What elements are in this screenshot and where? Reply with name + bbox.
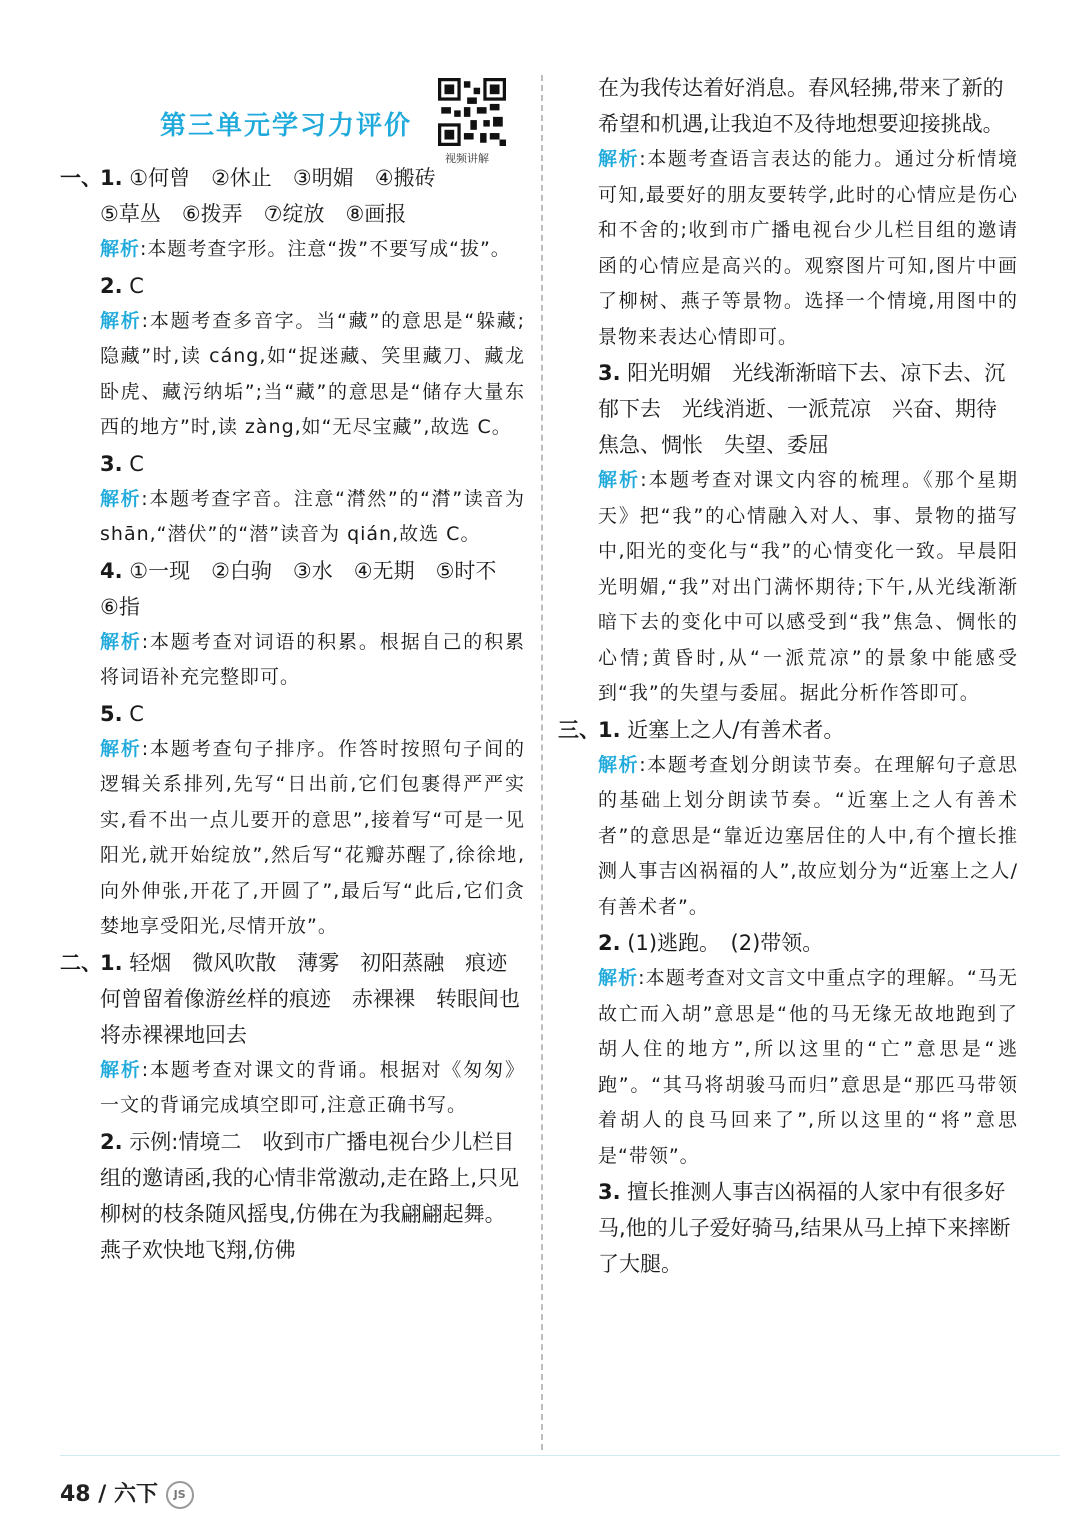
- page-footer: [60, 1477, 194, 1509]
- question-number: 2.: [598, 931, 621, 955]
- answer-text: C: [129, 701, 144, 726]
- question-number: 2.: [100, 273, 123, 298]
- analysis-tag: 解析: [100, 1058, 142, 1081]
- answer-q3: [100, 446, 525, 482]
- answer-text: 示例:情境二 收到市广播电视台少儿栏目组的邀请函,我的心情非常激动,走在路上,只见柳树的枝条随风摇曳,仿佛在为我翩翩起舞。燕子欢快地飞翔,仿佛: [100, 1129, 520, 1262]
- question-number: 1.: [100, 950, 123, 975]
- analysis-tag: 解析: [598, 967, 639, 989]
- answer-text: 近塞上之人/有善术者。: [627, 717, 845, 742]
- explanation-text: :本题考查语言表达的能力。通过分析情境可知,最要好的朋友要转学,此时的心情应是伤心和不舍的;收到市广播电视台少儿栏目组的邀请函的心情应是高兴的。观察图片可知,图片中画了柳树、燕子等景物。选择一个情境,用图中的景物来表达心情即可。: [598, 148, 1018, 348]
- analysis-tag: 解析: [100, 238, 141, 260]
- footer-rule: [60, 1455, 1060, 1456]
- answer-s2q1: [100, 945, 529, 1053]
- answer-text: 轻烟 微风吹散 薄雾 初阳蒸融 痕迹 何曾留着像游丝样的痕迹 赤裸裸 转眼间也将赤裸裸地回去: [100, 950, 529, 1047]
- answer-q2: [100, 268, 525, 304]
- question-number: 2.: [100, 1129, 123, 1154]
- js-badge-icon: JS: [166, 1481, 194, 1509]
- explanation-text: :本题考查字音。注意“潸然”的“潸”读音为 shān,“潜伏”的“潜”读音为 qián,故选 C。: [100, 487, 525, 545]
- section-two: [60, 945, 529, 1268]
- answer-s3q2: [598, 925, 1018, 961]
- answer-text: ①一现 ②白驹 ③水 ④无期 ⑤时不 ⑥指: [100, 558, 518, 619]
- qr-caption: 视频讲解: [445, 152, 489, 165]
- section-one: [60, 160, 525, 945]
- title-area: [100, 60, 525, 165]
- analysis-tag: 解析: [100, 487, 142, 510]
- explanation-s2q1: [100, 1053, 525, 1124]
- answer-s3q3: [598, 1174, 1018, 1282]
- answer-q1: [100, 160, 525, 196]
- section-mark: 一、: [60, 166, 102, 190]
- answer-text: 阳光明媚 光线渐渐暗下去、凉下去、沉郁下去 光线消逝、一派荒凉 兴奋、期待 焦急、惆怅 失望、委屈: [598, 361, 1018, 457]
- analysis-tag: 解析: [100, 630, 142, 653]
- page-title: 第三单元学习力评价: [160, 111, 413, 141]
- answer-text: C: [129, 451, 144, 476]
- left-column: [60, 60, 529, 1268]
- section-mark: 三、: [558, 717, 600, 742]
- qr-code-icon[interactable]: [438, 78, 506, 146]
- explanation-s3q2: [598, 961, 1018, 1174]
- answer-text: ①何曾 ②休止 ③明媚 ④搬砖: [129, 166, 436, 190]
- answer-q5: [100, 696, 525, 732]
- analysis-tag: 解析: [598, 148, 640, 170]
- explanation-q5: [100, 732, 525, 945]
- explanation-q1: [100, 232, 525, 268]
- explanation-q2: [100, 304, 525, 446]
- analysis-tag: 解析: [598, 753, 640, 776]
- question-number: 1.: [598, 717, 621, 742]
- explanation-text: :本题考查对文言文中重点字的理解。“马无故亡而入胡”意思是“他的马无缘无故地跑到了胡人住的地方”,所以这里的“亡”意思是“逃跑”。“其马将胡骏马而归”意思是“那匹马带领着胡人的良马回来了”,所以这里的“将”意思是“带领”。: [598, 967, 1018, 1167]
- analysis-tag: 解析: [100, 309, 142, 332]
- answer-q4: [100, 553, 525, 625]
- answer-s2q3: [598, 355, 1018, 463]
- section-three: [558, 712, 1018, 1283]
- analysis-tag: 解析: [100, 737, 142, 760]
- explanation-text: :本题考查划分朗读节奏。在理解句子意思的基础上划分朗读节奏。“近塞上之人有善术者”的意思是“靠近边塞居住的人中,有个擅长推测人事吉凶祸福的人”,故应划分为“近塞上之人/有善术者”。: [598, 753, 1018, 918]
- answer-text: 擅长推测人事吉凶祸福的人家中有很多好马,他的儿子爱好骑马,结果从马上掉下来摔断了大腿。: [598, 1180, 1011, 1276]
- column-divider: [541, 75, 543, 1450]
- explanation-s2q3: [598, 463, 1018, 712]
- answer-q1-line2: ⑤草丛 ⑥拨弄 ⑦绽放 ⑧画报: [100, 202, 407, 226]
- question-number: 1.: [100, 166, 123, 190]
- explanation-text: :本题考查对课文内容的梳理。《那个星期天》把“我”的心情融入对人、事、景物的描写中,阳光的变化与“我”的心情变化一致。早晨阳光明媚,“我”对出门满怀期待;下午,从光线渐渐暗下去的变化中可以感受到“我”焦急、惆怅的心情;黄昏时,从“一派荒凉”的景象中能感受到“我”的失望与委屈。据此分析作答即可。: [598, 469, 1018, 704]
- page-number: 48 / 六下: [60, 1482, 158, 1507]
- question-number: 3.: [598, 1180, 621, 1204]
- explanation-q4: [100, 625, 525, 696]
- question-number: 4.: [100, 558, 123, 583]
- answer-s2q2: [100, 1124, 525, 1268]
- explanation-s3q1: [598, 748, 1018, 926]
- answer-text: (1)逃跑。 (2)带领。: [627, 931, 824, 955]
- right-column: [558, 70, 1018, 1282]
- explanation-text: :本题考查对课文的背诵。根据对《匆匆》一文的背诵完成填空即可,注意正确书写。: [100, 1058, 525, 1116]
- analysis-tag: 解析: [598, 469, 641, 491]
- explanation-text: :本题考查句子排序。作答时按照句子间的逻辑关系排列,先写“日出前,它们包裹得严严实实,看不出一点儿要开的意思”,接着写“可是一见阳光,就开始绽放”,然后写“花瓣苏醒了,徐徐地,向外伸张,开花了,开圆了”,最后写“此后,它们贪婪地享受阳光,尽情开放”。: [100, 737, 525, 937]
- explanation-s2q2: [598, 142, 1018, 355]
- explanation-q3: [100, 482, 525, 553]
- question-number: 3.: [598, 361, 621, 385]
- explanation-text: :本题考查字形。注意“拨”不要写成“拔”。: [140, 238, 511, 260]
- explanation-text: :本题考查多音字。当“藏”的意思是“躲藏;隐藏”时,读 cáng,如“捉迷藏、笑里藏刀、藏龙卧虎、藏污纳垢”;当“藏”的意思是“储存大量东西的地方”时,读 zàng,如“无尽宝藏”,故选 C。: [100, 309, 525, 438]
- section-mark: 二、: [60, 950, 102, 975]
- explanation-text: :本题考查对词语的积累。根据自己的积累将词语补充完整即可。: [100, 630, 525, 688]
- answer-s3q1: [598, 712, 1018, 748]
- question-number: 3.: [100, 451, 123, 476]
- question-number: 5.: [100, 701, 123, 726]
- answer-text: C: [129, 273, 144, 298]
- answer-continued: 在为我传达着好消息。春风轻拂,带来了新的希望和机遇,让我迫不及待地想要迎接挑战。: [598, 76, 1004, 136]
